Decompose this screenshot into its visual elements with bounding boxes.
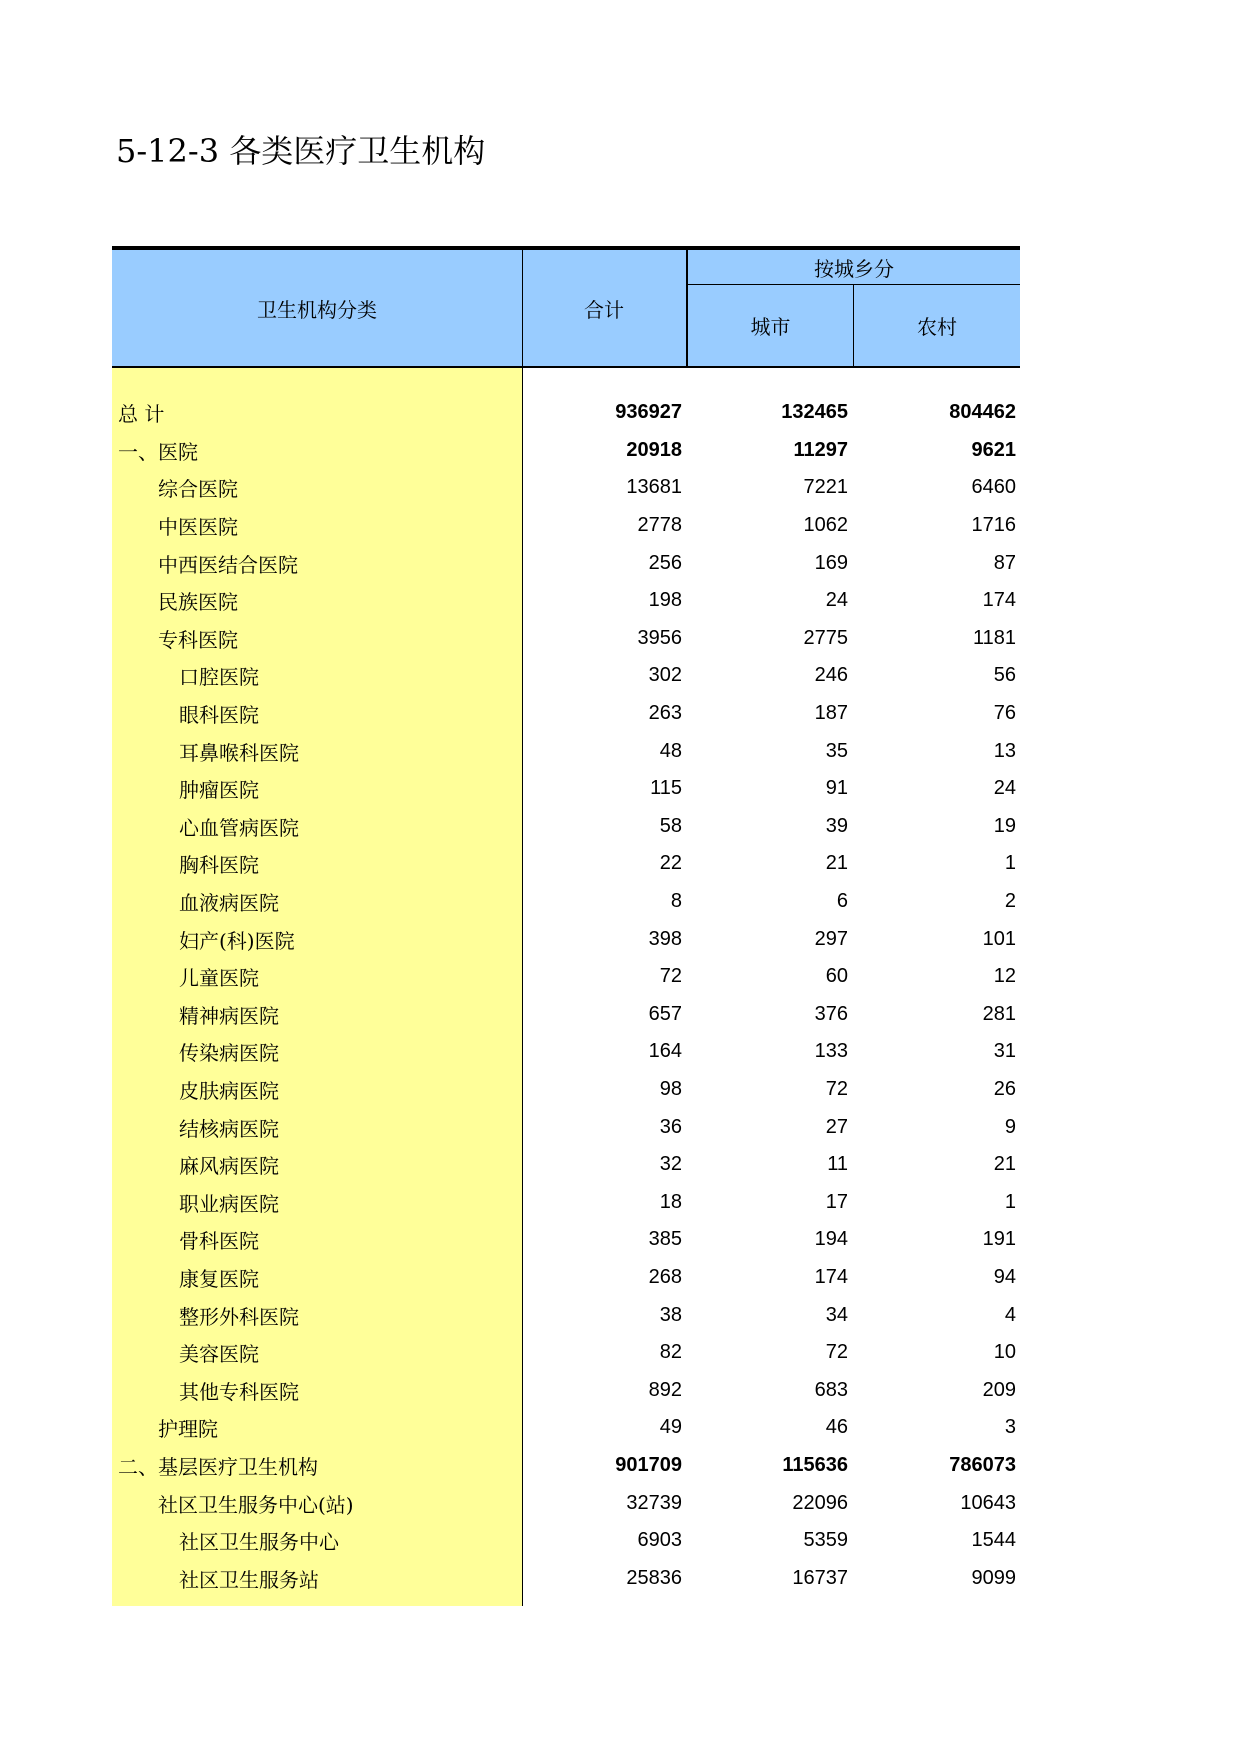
table-header (112, 250, 1020, 368)
row-rural: 2 (1004, 890, 1016, 913)
table-row (112, 1108, 1020, 1146)
row-urban: 297 (814, 927, 848, 950)
row-rural: 101 (982, 927, 1016, 950)
row-total: 164 (648, 1040, 682, 1063)
row-rural: 12 (993, 965, 1016, 988)
row-rural: 26 (993, 1077, 1016, 1100)
row-urban: 194 (814, 1228, 848, 1251)
row-urban: 16737 (792, 1566, 848, 1589)
row-label: 二、基层医疗卫生机构 (118, 1454, 318, 1479)
row-total: 385 (648, 1228, 682, 1251)
row-label: 美容医院 (179, 1342, 259, 1367)
row-total: 32 (659, 1153, 682, 1176)
table-row (112, 695, 1020, 733)
row-label: 民族医院 (158, 590, 238, 615)
row-total: 115 (650, 777, 682, 800)
row-urban: 7221 (803, 476, 848, 499)
table-row (112, 1371, 1020, 1409)
table-row (112, 883, 1020, 921)
table-row (112, 1409, 1020, 1447)
row-total: 901709 (615, 1453, 682, 1476)
table-row (112, 1033, 1020, 1071)
row-urban: 39 (825, 814, 848, 837)
row-urban: 169 (814, 551, 848, 574)
row-label: 耳鼻喉科医院 (179, 740, 299, 765)
row-total: 398 (648, 927, 682, 950)
table-row (112, 469, 1020, 507)
table-row (112, 1146, 1020, 1184)
row-rural: 56 (993, 664, 1016, 687)
table-row (112, 1334, 1020, 1372)
row-label: 心血管病医院 (179, 815, 299, 840)
table-row (112, 657, 1020, 695)
page-title: 5-12-3 各类医疗卫生机构 (116, 132, 486, 170)
row-rural: 804462 (949, 401, 1016, 424)
row-rural: 9621 (971, 438, 1016, 461)
row-total: 38 (659, 1303, 682, 1326)
row-label: 肿瘤医院 (179, 778, 259, 803)
row-label: 社区卫生服务站 (179, 1567, 319, 1592)
row-rural: 174 (982, 589, 1016, 612)
row-rural: 76 (993, 702, 1016, 725)
row-urban: 5359 (803, 1529, 848, 1552)
table-row (112, 1259, 1020, 1297)
table-row (112, 394, 1020, 432)
row-rural: 3 (1004, 1416, 1016, 1439)
table-row (112, 845, 1020, 883)
row-total: 936927 (615, 401, 682, 424)
row-rural: 191 (982, 1228, 1016, 1251)
row-label: 社区卫生服务中心 (179, 1530, 339, 1555)
row-total: 72 (659, 965, 682, 988)
row-label: 总 计 (118, 402, 165, 427)
row-label: 专科医院 (158, 627, 238, 652)
row-total: 8 (670, 890, 682, 913)
table-row (112, 1183, 1020, 1221)
row-rural: 21 (993, 1153, 1016, 1176)
row-urban: 35 (825, 739, 848, 762)
row-total: 263 (648, 702, 682, 725)
row-label: 口腔医院 (179, 665, 259, 690)
table-body (112, 368, 1020, 1606)
row-label: 妇产(科)医院 (179, 928, 295, 953)
row-rural: 10643 (960, 1491, 1016, 1514)
header-category: 卫生机构分类 (112, 250, 523, 366)
table-row (112, 544, 1020, 582)
row-label: 护理院 (158, 1417, 218, 1442)
row-total: 25836 (626, 1566, 682, 1589)
row-label: 精神病医院 (179, 1003, 279, 1028)
row-label: 中西医结合医院 (158, 552, 298, 577)
row-urban: 60 (825, 965, 848, 988)
row-urban: 27 (825, 1115, 848, 1138)
header-urban-rural-group: 按城乡分 (688, 250, 1020, 285)
row-total: 198 (648, 589, 682, 612)
row-urban: 72 (825, 1077, 848, 1100)
table-row (112, 582, 1020, 620)
row-rural: 786073 (949, 1453, 1016, 1476)
row-label: 眼科医院 (179, 703, 259, 728)
row-total: 36 (659, 1115, 682, 1138)
row-total: 82 (659, 1341, 682, 1364)
row-label: 麻风病医院 (179, 1154, 279, 1179)
row-urban: 6 (836, 890, 848, 913)
row-label: 整形外科医院 (179, 1304, 299, 1329)
row-rural: 24 (993, 777, 1016, 800)
row-urban: 11297 (793, 438, 848, 461)
row-total: 2778 (637, 514, 682, 537)
row-label: 儿童医院 (179, 966, 259, 991)
row-rural: 19 (993, 814, 1016, 837)
row-urban: 24 (825, 589, 848, 612)
table-row (112, 958, 1020, 996)
row-label: 血液病医院 (179, 891, 279, 916)
row-urban: 133 (814, 1040, 848, 1063)
row-label: 传染病医院 (179, 1041, 279, 1066)
row-urban: 132465 (781, 401, 848, 424)
row-label: 一、医院 (118, 439, 198, 464)
table-row (112, 732, 1020, 770)
row-urban: 21 (825, 852, 848, 875)
row-label: 胸科医院 (179, 853, 259, 878)
row-total: 892 (648, 1378, 682, 1401)
table-row (112, 770, 1020, 808)
header-urban: 城市 (688, 285, 854, 366)
row-rural: 209 (982, 1378, 1016, 1401)
row-urban: 683 (814, 1378, 848, 1401)
row-rural: 1 (1004, 852, 1016, 875)
table-row (112, 432, 1020, 470)
row-rural: 31 (993, 1040, 1016, 1063)
row-label: 结核病医院 (179, 1116, 279, 1141)
row-label: 综合医院 (158, 477, 238, 502)
row-urban: 22096 (792, 1491, 848, 1514)
row-total: 48 (659, 739, 682, 762)
row-urban: 11 (827, 1153, 848, 1176)
row-urban: 34 (825, 1303, 848, 1326)
row-rural: 1544 (971, 1529, 1016, 1552)
row-rural: 13 (993, 739, 1016, 762)
table-row (112, 620, 1020, 658)
row-urban: 1062 (803, 514, 848, 537)
row-total: 18 (659, 1190, 682, 1213)
row-total: 49 (659, 1416, 682, 1439)
row-total: 268 (648, 1265, 682, 1288)
table-row (112, 1296, 1020, 1334)
row-urban: 2775 (803, 626, 848, 649)
table-row (112, 1447, 1020, 1485)
row-rural: 281 (982, 1002, 1016, 1025)
row-urban: 246 (814, 664, 848, 687)
table-row (112, 1484, 1020, 1522)
row-label: 其他专科医院 (179, 1379, 299, 1404)
row-label: 皮肤病医院 (179, 1078, 279, 1103)
row-urban: 115636 (782, 1453, 848, 1476)
row-rural: 1181 (972, 626, 1016, 649)
row-total: 22 (659, 852, 682, 875)
table-row (112, 1559, 1020, 1597)
row-total: 98 (659, 1077, 682, 1100)
row-label: 社区卫生服务中心(站) (158, 1492, 354, 1517)
table-row (112, 1522, 1020, 1560)
header-rural: 农村 (917, 315, 957, 339)
row-rural: 10 (993, 1341, 1016, 1364)
table-row (112, 1071, 1020, 1109)
row-rural: 9 (1004, 1115, 1016, 1138)
row-rural: 94 (993, 1265, 1016, 1288)
row-rural: 9099 (971, 1566, 1016, 1589)
row-label: 康复医院 (179, 1266, 259, 1291)
row-total: 13681 (626, 476, 682, 499)
row-total: 256 (648, 551, 682, 574)
row-total: 6903 (637, 1529, 682, 1552)
table-row (112, 808, 1020, 846)
row-label: 骨科医院 (179, 1229, 259, 1254)
row-rural: 87 (993, 551, 1016, 574)
header-total: 合计 (522, 250, 688, 366)
row-total: 3956 (637, 626, 682, 649)
row-rural: 1716 (971, 514, 1016, 537)
row-total: 58 (659, 814, 682, 837)
row-total: 657 (648, 1002, 682, 1025)
row-rural: 1 (1004, 1190, 1016, 1213)
row-urban: 376 (814, 1002, 848, 1025)
table-row (112, 1221, 1020, 1259)
row-rural: 6460 (971, 476, 1016, 499)
row-urban: 46 (825, 1416, 848, 1439)
row-urban: 17 (825, 1190, 848, 1213)
row-label: 职业病医院 (179, 1191, 279, 1216)
row-urban: 174 (814, 1265, 848, 1288)
row-urban: 72 (825, 1341, 848, 1364)
row-rural: 4 (1004, 1303, 1016, 1326)
row-total: 32739 (626, 1491, 682, 1514)
row-urban: 187 (814, 702, 848, 725)
row-label: 中医医院 (158, 515, 238, 540)
row-total: 20918 (626, 438, 682, 461)
table-row (112, 920, 1020, 958)
row-total: 302 (648, 664, 682, 687)
row-urban: 91 (825, 777, 848, 800)
table-row (112, 996, 1020, 1034)
table-row (112, 507, 1020, 545)
